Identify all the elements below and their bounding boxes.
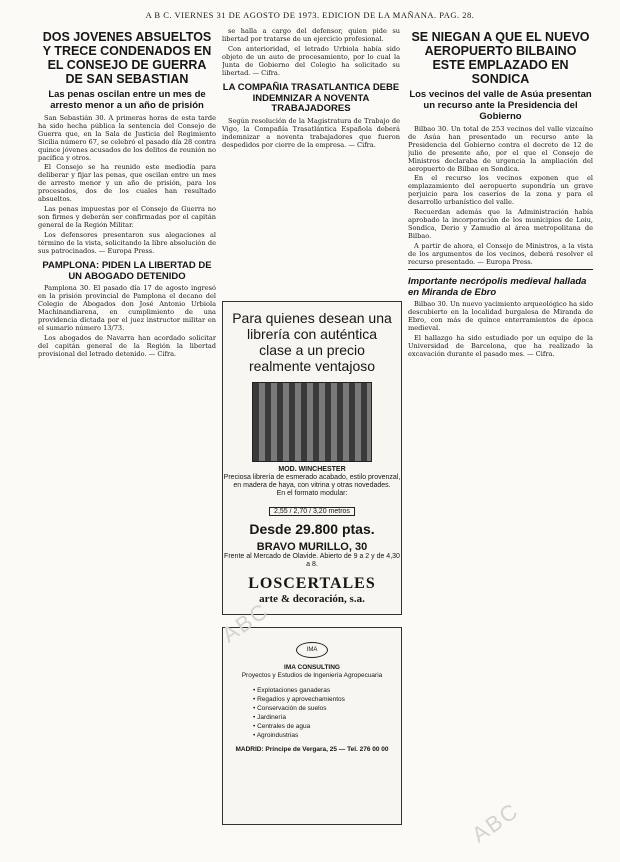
ad-tagline: arte & decoración, s.a. — [259, 593, 365, 605]
bookcase-photo — [252, 382, 372, 462]
paragraph: En el recurso los vecinos exponen que el emplazamiento del aeropuerto supondría un grave perjuicio para los caseríos de la zona y para el desarrollo urbanístico del valle. — [408, 174, 593, 207]
article-headline: DOS JOVENES ABSUELTOS Y TRECE CONDENADOS EN EL CONSEJO DE GUERRA DE SAN SEBASTIAN — [42, 30, 212, 86]
article-headline-2: Importante necrópolis medieval hallada en Miranda de Ebro — [408, 276, 587, 299]
paragraph: Recuerdan además que la Administración había aprobado la incorporación de los municipios de Loiu, Sondica, Derio y Zamudio al área metropolitana de Bilbao. — [408, 208, 593, 240]
ad-footer: MADRID: Príncipe de Vergara, 25 — Tel. 276 00 00 — [235, 746, 389, 753]
column-2 — [222, 28, 400, 298]
paragraph: Según resolución de la Magistratura de Trabajo de Vigo, la Compañía Trasatlántica Española deberá indemnizar a noventa trabajadores que fueron despedidos por cierre de la empresa. — Cifra. — [222, 116, 400, 149]
article-headline: SE NIEGAN A QUE EL NUEVO AEROPUERTO BILBAINO ESTE EMPLAZADO EN SONDICA — [411, 30, 590, 86]
watermark: ABC — [467, 797, 524, 848]
furniture-advertisement — [222, 301, 402, 615]
ad-measure: 2,55 / 2,70 / 3,20 metros — [269, 507, 355, 516]
ad-note: En el formato modular: — [276, 490, 348, 497]
list-item: • Agroindustrias — [253, 732, 299, 739]
paragraph: San Sebastián 30. A primeras horas de esta tarde ha sido hecha pública la sentencia del Consejo de Guerra que, en la Sala de Justicia del Regimiento Sicilia número 67, se celebró el pasado día 28 contra quince jóvenes acusados de los delitos de reunión no pacífica y otros. — [38, 114, 216, 162]
watermark: ABC — [217, 597, 274, 648]
column-1 — [38, 28, 216, 858]
paragraph: El Consejo se ha reunido este mediodía para deliberar y fijar las penas, que oscilan entre un mes de arresto menor y un año de prisión, para los procesados, dos de los cuales han resultado absueltos. — [38, 163, 216, 204]
paragraph: Bilbao 30. Un total de 253 vecinos del valle vizcaíno de Asúa han presentado un recurso ante la Presidencia del Gobierno contra el decreto de 12 de julio de presente año, por el que el Consejo de Ministros declaraba de urgencia la ampliación del aeropuerto de Bilbao en Sondica. — [408, 125, 593, 173]
paragraph: Pamplona 30. El pasado día 17 de agosto ingresó en la prisión provincial de Pamplona el decano del Colegio de Abogados don José Antonio Urbiola Machinandiarena, en cumplimiento de una providencia dictada por el juez instructor militar en el sumario número 13/73. — [38, 284, 216, 332]
paragraph: Los abogados de Navarra han acordado solicitar del capitán general de la Región la libertad provisional del letrado detenido. — Cifra. — [38, 333, 216, 358]
list-item: • Explotaciones ganaderas — [253, 687, 331, 694]
list-item: • Jardinería — [253, 714, 286, 721]
paragraph: El hallazgo ha sido estudiado por un equipo de la Universidad de Barcelona, que ha realizado la excavación durante el pasado mes. — Cifra. — [408, 334, 593, 358]
paragraph: Con anterioridad, el letrado Urbiola había sido objeto de un auto de procesamiento, por lo cual la Junta de Gobierno del Colegio ha solicitado su libertad. — Cifra. — [222, 44, 400, 77]
consulting-advertisement — [222, 627, 402, 825]
article-headline: LA COMPAÑIA TRASATLANTICA DEBE INDEMNIZAR A NOVENTA TRABAJADORES — [222, 82, 400, 115]
paragraph: Los defensores presentaron sus alegaciones al término de la vista, solicitando la libre absolución de sus patrocinados. — Europa Press. — [38, 230, 216, 255]
article-headline-2: PAMPLONA: PIDEN LA LIBERTAD DE UN ABOGADO DETENIDO — [42, 260, 212, 282]
ad-subtitle: Proyectos y Estudios de Ingeniería Agropecuaria — [241, 672, 383, 679]
service-list — [223, 686, 401, 740]
company-logo: IMA — [296, 642, 328, 658]
article-subhead: Las penas oscilan entre un mes de arresto menor a un año de prisión — [48, 89, 206, 111]
column-3 — [408, 28, 593, 858]
ad-brand: LOSCERTALES — [248, 575, 376, 592]
paragraph: se halla a cargo del defensor, quien pide su libertad por tratarse de un ejercicio profesional. — [222, 28, 400, 43]
list-item: • Conservación de suelos — [253, 705, 327, 712]
ad-price: Desde 29.800 ptas. — [249, 521, 375, 537]
ad-description: Preciosa librería de esmerado acabado, estilo provenzal, en madera de haya, con vitrina y otras novedades. — [223, 474, 401, 489]
article-subhead: Los vecinos del valle de Asúa presentan un recurso ante la Presidencia del Gobierno — [409, 89, 592, 122]
paragraph: A partir de ahora, el Consejo de Ministros, a la vista de los argumentos de los vecinos, deberá resolver el recurso presentado. — Europa Press. — [408, 241, 593, 266]
paragraph: Bilbao 30. Un nuevo yacimiento arqueológico ha sido descubierto en la localidad burgalesa de Miranda de Ebro, con más de quince enterramientos de época medieval. — [408, 300, 593, 333]
ad-headline: Para quienes desean una librería con auténtica clase a un precio realmente ventajoso — [232, 310, 392, 374]
list-item: • Centrales de agua — [253, 723, 311, 730]
paragraph: Las penas impuestas por el Consejo de Guerra no son firmes y deberán ser confirmadas por el capitán general de la Región Militar. — [38, 204, 216, 229]
ad-title: IMA CONSULTING — [284, 664, 340, 671]
divider — [408, 269, 593, 270]
ad-address: BRAVO MURILLO, 30 — [256, 541, 368, 553]
ad-model: MOD. WINCHESTER — [278, 466, 346, 473]
list-item: • Regadíos y aprovechamientos — [253, 696, 345, 703]
ad-address-note: Frente al Mercado de Olavide. Abierto de 9 a 2 y de 4,30 a 8. — [224, 553, 400, 568]
page-header: A B C. VIERNES 31 DE AGOSTO DE 1973. EDICION DE LA MAÑANA. PAG. 28. — [145, 10, 475, 20]
